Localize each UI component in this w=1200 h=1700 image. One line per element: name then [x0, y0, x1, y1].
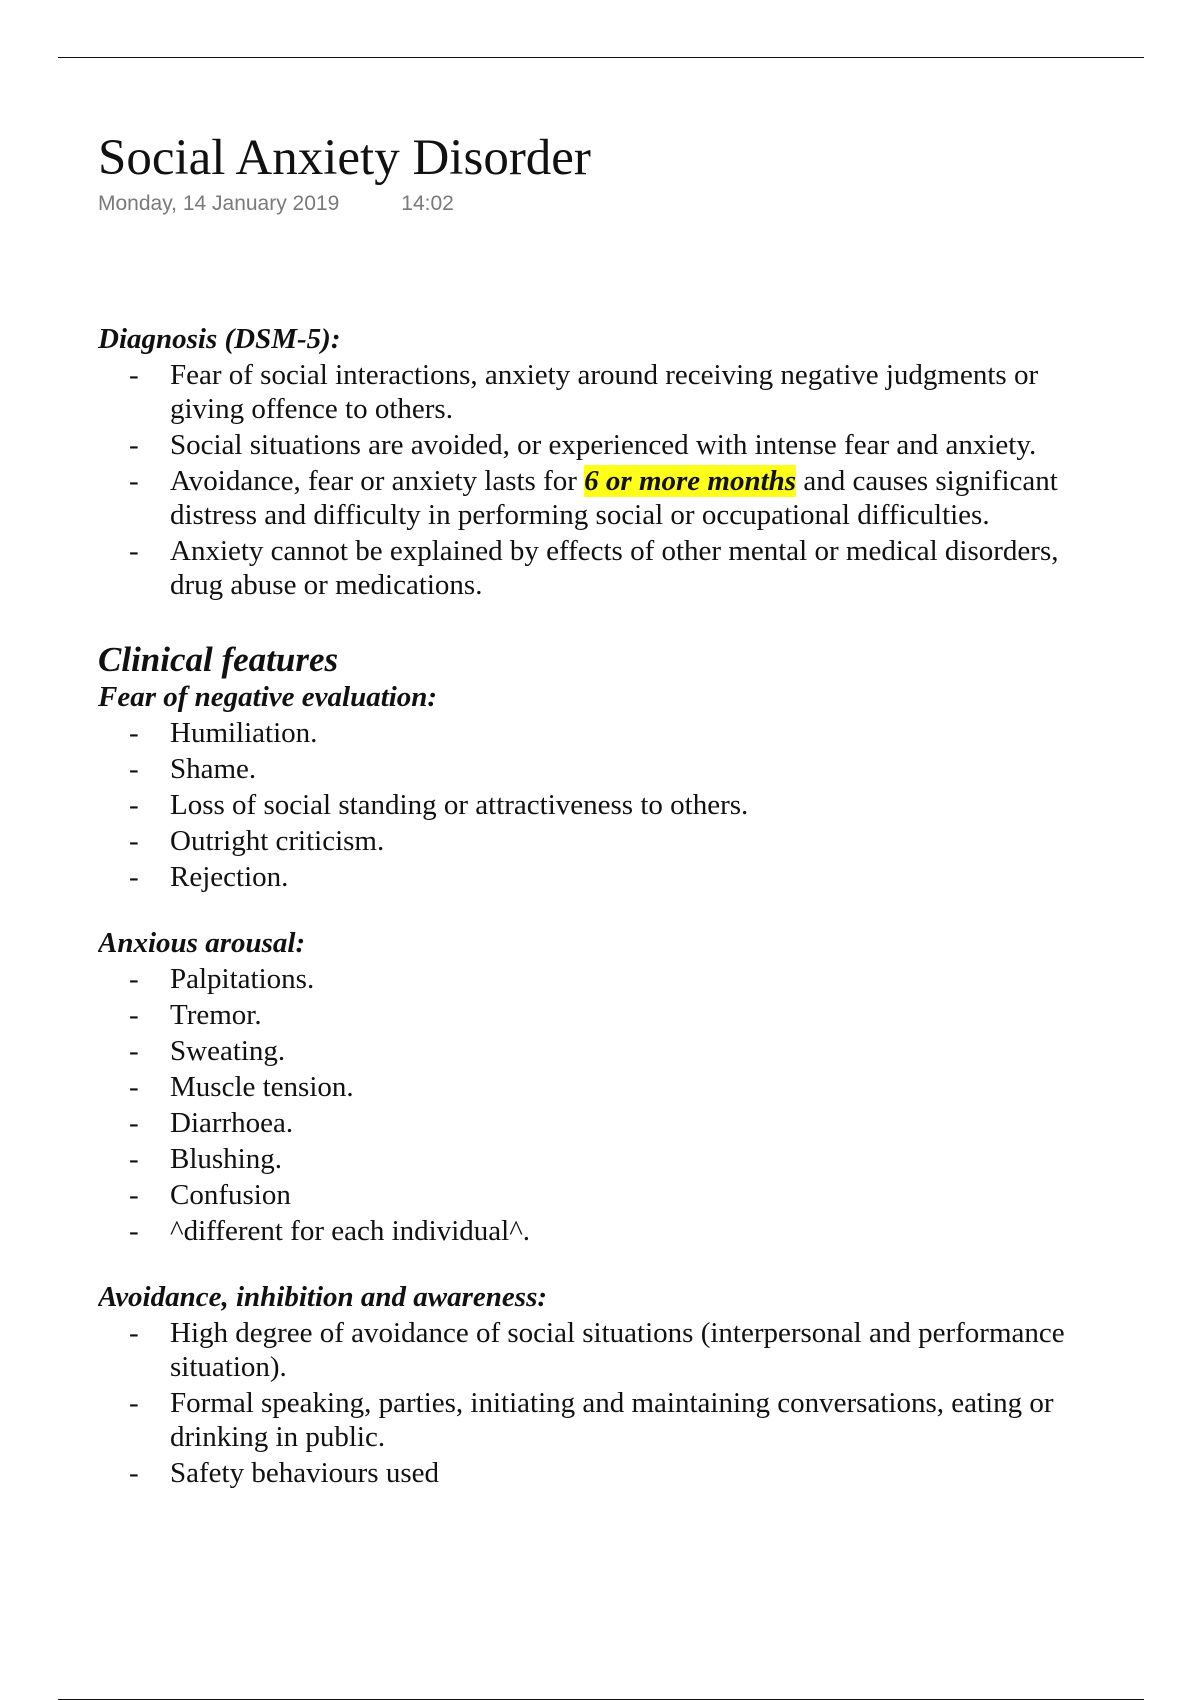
list-item: - Tremor. — [98, 998, 1108, 1032]
page-meta — [98, 192, 1108, 218]
list-item: - Loss of social standing or attractiveness to others. — [98, 788, 1108, 822]
list-item: - Safety behaviours used — [98, 1456, 1108, 1490]
page-date: Monday, 14 January 2019 — [98, 192, 340, 215]
anxious-arousal-list — [98, 962, 1108, 1248]
list-item: - ^different for each individual^. — [98, 1214, 1108, 1248]
item-text: and causes significant distress and difficulty in performing social or occupational difficulties. — [170, 465, 1058, 531]
diagnosis-heading: Diagnosis (DSM-5): — [98, 323, 341, 355]
list-item: - High degree of avoidance of social situations (interpersonal and performance situation). — [98, 1316, 1108, 1384]
clinical-features-heading: Clinical features — [98, 640, 339, 679]
list-item: - Confusion — [98, 1178, 1108, 1212]
item-text: Avoidance, fear or anxiety lasts for — [170, 465, 585, 497]
list-item: - Fear of social interactions, anxiety around receiving negative judgments or giving offence to others. — [98, 358, 1108, 426]
diagnosis-list — [98, 358, 1108, 602]
list-item: - Palpitations. — [98, 962, 1108, 996]
list-item: - Blushing. — [98, 1142, 1108, 1176]
negative-evaluation-list — [98, 716, 1108, 894]
list-item: - Humiliation. — [98, 716, 1108, 750]
list-item: - Shame. — [98, 752, 1108, 786]
page-time: 14:02 — [401, 192, 454, 215]
note-body — [98, 322, 1108, 1577]
list-item: - Sweating. — [98, 1034, 1108, 1068]
list-item: - Social situations are avoided, or experienced with intense fear and anxiety. — [98, 428, 1108, 462]
list-item: - Outright criticism. — [98, 824, 1108, 858]
highlighted-duration: 6 or more months — [584, 465, 797, 497]
list-item: - Formal speaking, parties, initiating and maintaining conversations, eating or drinking in public. — [98, 1386, 1108, 1454]
list-item — [98, 464, 1108, 532]
page-title: Social Anxiety Disorder — [98, 130, 591, 186]
page-header — [98, 128, 1108, 218]
anxious-arousal-heading: Anxious arousal: — [98, 927, 306, 959]
negative-evaluation-heading: Fear of negative evaluation: — [98, 681, 438, 713]
top-rule — [58, 57, 1144, 58]
list-item: - Rejection. — [98, 860, 1108, 894]
list-item: - Anxiety cannot be explained by effects of other mental or medical disorders, drug abuse or medications. — [98, 534, 1108, 602]
avoidance-heading: Avoidance, inhibition and awareness: — [98, 1281, 548, 1313]
avoidance-list — [98, 1316, 1108, 1490]
list-item: - Muscle tension. — [98, 1070, 1108, 1104]
list-item: - Diarrhoea. — [98, 1106, 1108, 1140]
